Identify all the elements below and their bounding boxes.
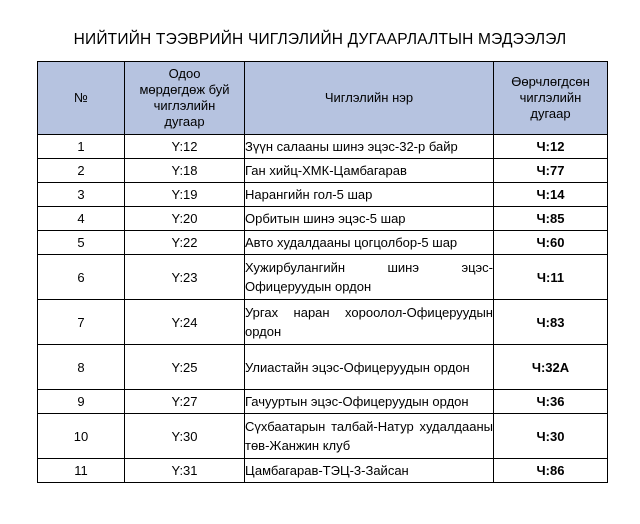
table-row	[38, 207, 608, 231]
route-name: Нарангийн гол-5 шар	[245, 183, 494, 207]
table-row	[38, 345, 608, 390]
route-name: Ургах наран хороолол-Офицеруудын ордон	[245, 300, 494, 345]
table-row	[38, 135, 608, 159]
route-name: Цамбагарав-ТЭЦ-3-Зайсан	[245, 459, 494, 483]
table-row	[38, 414, 608, 459]
current-route-code: Y:18	[125, 159, 245, 183]
header-current-line: чиглэлийн	[153, 98, 216, 113]
header-changed-line: дугаар	[530, 106, 571, 121]
row-number: 6	[38, 255, 125, 300]
current-route-code: Y:19	[125, 183, 245, 207]
table-row	[38, 390, 608, 414]
current-route-code: Y:12	[125, 135, 245, 159]
header-current-number	[125, 62, 245, 135]
document-title: НИЙТИЙН ТЭЭВРИЙН ЧИГЛЭЛИЙН ДУГААРЛАЛТЫН МЭДЭЭЛЭЛ	[73, 31, 567, 48]
row-number: 11	[38, 459, 125, 483]
header-changed-line: чиглэлийн	[519, 90, 582, 105]
route-name: Гачууртын эцэс-Офицеруудын ордон	[245, 390, 494, 414]
new-route-code: Ч:85	[494, 207, 608, 231]
row-number: 3	[38, 183, 125, 207]
row-number: 5	[38, 231, 125, 255]
route-numbering-table	[37, 61, 608, 483]
new-route-code: Ч:30	[494, 414, 608, 459]
row-number: 8	[38, 345, 125, 390]
table-row	[38, 183, 608, 207]
row-number: 7	[38, 300, 125, 345]
header-current-line: дугаар	[164, 114, 205, 129]
table-row	[38, 300, 608, 345]
row-number: 9	[38, 390, 125, 414]
new-route-code: Ч:86	[494, 459, 608, 483]
header-changed-number	[494, 62, 608, 135]
current-route-code: Y:22	[125, 231, 245, 255]
route-name: Орбитын шинэ эцэс-5 шар	[245, 207, 494, 231]
current-route-code: Y:30	[125, 414, 245, 459]
route-name: Зүүн салааны шинэ эцэс-32-р байр	[245, 135, 494, 159]
current-route-code: Y:20	[125, 207, 245, 231]
current-route-code: Y:23	[125, 255, 245, 300]
header-current-line: мөрдөгдөж буй	[139, 82, 230, 97]
new-route-code: Ч:83	[494, 300, 608, 345]
header-changed-line: Өөрчлөгдсөн	[511, 74, 590, 89]
route-name: Улиастайн эцэс-Офицеруудын ордон	[245, 345, 494, 390]
new-route-code: Ч:14	[494, 183, 608, 207]
header-route-name: Чиглэлийн нэр	[245, 62, 494, 135]
new-route-code: Ч:11	[494, 255, 608, 300]
new-route-code: Ч:32А	[494, 345, 608, 390]
row-number: 2	[38, 159, 125, 183]
table-row	[38, 255, 608, 300]
table-row	[38, 459, 608, 483]
route-name: Авто худалдааны цогцолбор-5 шар	[245, 231, 494, 255]
new-route-code: Ч:77	[494, 159, 608, 183]
row-number: 4	[38, 207, 125, 231]
current-route-code: Y:24	[125, 300, 245, 345]
row-number: 10	[38, 414, 125, 459]
header-current-line: Одоо	[168, 66, 201, 81]
table-row	[38, 231, 608, 255]
table-row	[38, 159, 608, 183]
current-route-code: Y:25	[125, 345, 245, 390]
new-route-code: Ч:60	[494, 231, 608, 255]
route-name: Хужирбулангийн шинэ эцэс-Офицеруудын ордон	[245, 255, 494, 300]
header-number: №	[38, 62, 125, 135]
current-route-code: Y:27	[125, 390, 245, 414]
route-name: Сүхбаатарын талбай-Натур худалдааны төв-Жанжин клуб	[245, 414, 494, 459]
current-route-code: Y:31	[125, 459, 245, 483]
route-name: Ган хийц-ХМК-Цамбагарав	[245, 159, 494, 183]
new-route-code: Ч:12	[494, 135, 608, 159]
row-number: 1	[38, 135, 125, 159]
new-route-code: Ч:36	[494, 390, 608, 414]
table-header-row	[38, 62, 608, 135]
